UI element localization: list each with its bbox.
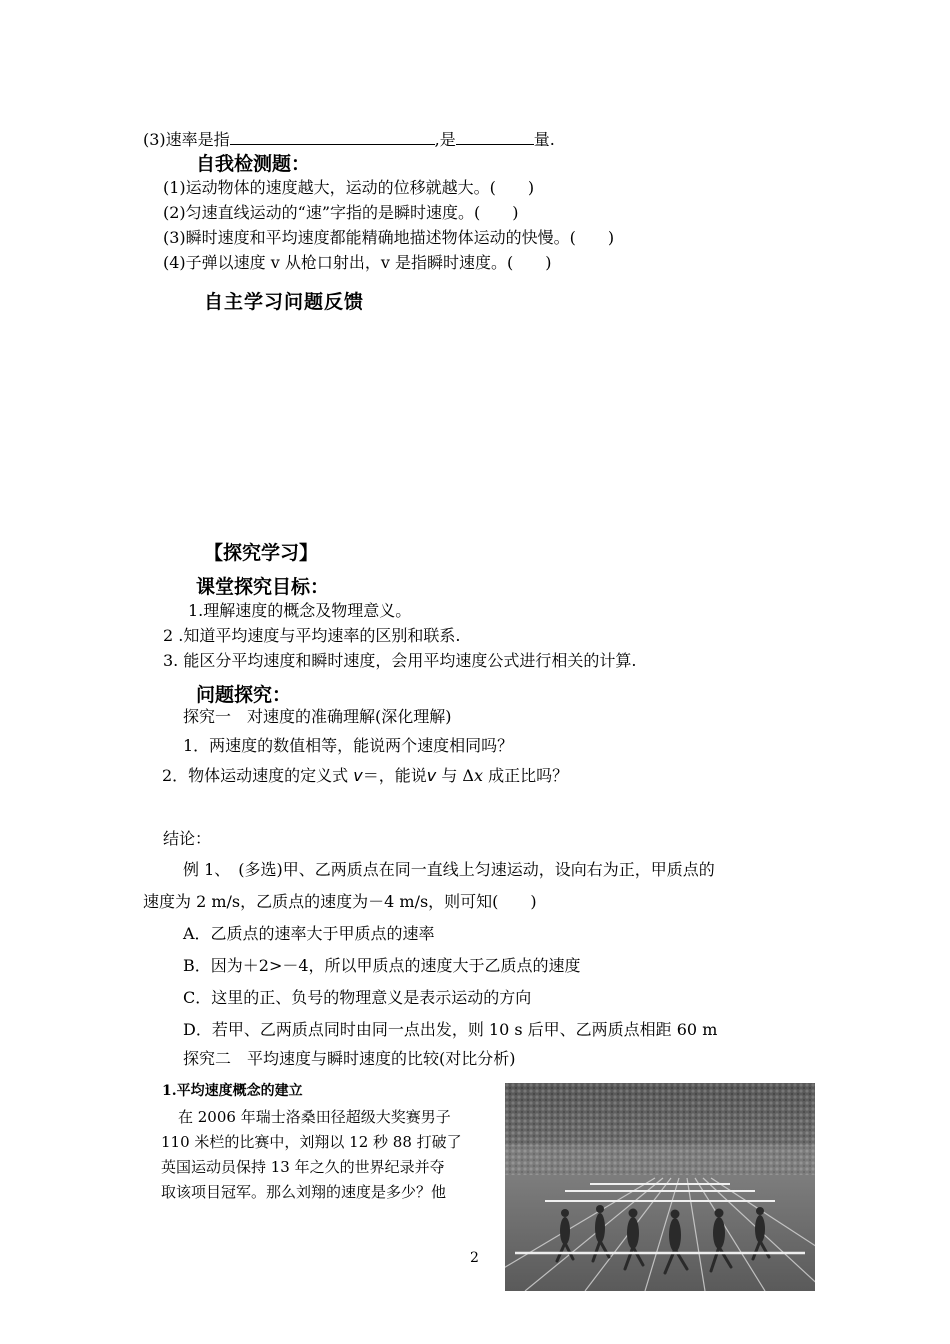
question-2-part-b: ＝，能说 (362, 766, 427, 785)
option-d: D．若甲、乙两质点同时由同一点出发，则 10 s 后甲、乙两质点相距 60 m (183, 1020, 718, 1039)
paragraph-line-1: 在 2006 年瑞士洛桑田径超级大奖赛男子 (178, 1108, 451, 1126)
example-1-line-2: 速度为 2 m/s，乙质点的速度为－4 m/s，则可知( ) (143, 892, 537, 911)
option-c: C．这里的正、负号的物理意义是表示运动的方向 (183, 988, 532, 1007)
question-2-part-c: 与 Δ (441, 766, 474, 785)
page-number: 2 (470, 1250, 479, 1266)
self-test-item-3: (3)瞬时速度和平均速度都能精确地描述物体运动的快慢。( ) (163, 228, 615, 247)
velocity-symbol-2: v (426, 766, 437, 785)
velocity-symbol: v (353, 766, 363, 785)
question-3-prefix: (3)速率是指 (143, 130, 230, 149)
question-3-suffix: 量. (533, 130, 555, 149)
hurdles-race-photo (505, 1083, 815, 1291)
question-3-middle: ,是 (434, 130, 456, 149)
paragraph-line-2: 110 米栏的比赛中，刘翔以 12 秒 88 打破了 (161, 1133, 462, 1151)
self-test-item-4: (4)子弹以速度 v 从枪口射出，v 是指瞬时速度。( ) (163, 253, 552, 272)
goal-3: 3. 能区分平均速度和瞬时速度，会用平均速度公式进行相关的计算. (163, 651, 637, 670)
self-test-item-2: (2)匀速直线运动的“速”字指的是瞬时速度。( ) (163, 203, 519, 222)
question-2-part-d: 成正比吗？ (488, 766, 569, 785)
question-2-part-a: 2．物体运动速度的定义式 (162, 766, 349, 785)
speed-rate-question (143, 128, 555, 150)
self-test-heading: 自我检测题： (196, 153, 311, 175)
option-b: B．因为＋2>－4，所以甲质点的速度大于乙质点的速度 (183, 956, 581, 975)
self-test-item-1: (1)运动物体的速度越大，运动的位移就越大。( ) (163, 178, 535, 197)
paragraph-line-3: 英国运动员保持 13 年之久的世界纪录并夺 (161, 1158, 445, 1176)
goals-heading: 课堂探究目标： (196, 576, 330, 598)
inquiry-heading: 【探究学习】 (204, 542, 319, 564)
goal-2: 2 .知道平均速度与平均速率的区别和联系. (163, 626, 461, 645)
question-1: 1．两速度的数值相等，能说两个速度相同吗？ (183, 736, 514, 755)
hurdles-race-illustration (505, 1083, 815, 1291)
question-2 (162, 766, 568, 786)
option-a: A．乙质点的速率大于甲质点的速率 (183, 924, 435, 943)
part2-title: 探究二 平均速度与瞬时速度的比较(对比分析) (183, 1049, 516, 1068)
example-1-line-1: 例 1、 (多选)甲、乙两质点在同一直线上匀速运动，设向右为正，甲质点的 (183, 860, 715, 879)
feedback-heading: 自主学习问题反馈 (204, 291, 365, 313)
answer-blank-1 (230, 128, 435, 145)
goal-1: 1.理解速度的概念及物理意义。 (188, 601, 412, 620)
part1-title: 探究一 对速度的准确理解(深化理解) (183, 707, 452, 726)
conclusion-label: 结论： (163, 829, 212, 848)
displacement-symbol: x (473, 766, 484, 785)
subsection-title: 1.平均速度概念的建立 (162, 1083, 303, 1099)
paragraph-line-4: 取该项目冠军。那么刘翔的速度是多少？他 (161, 1183, 447, 1201)
answer-blank-2 (456, 128, 534, 145)
questions-heading: 问题探究： (196, 684, 292, 706)
